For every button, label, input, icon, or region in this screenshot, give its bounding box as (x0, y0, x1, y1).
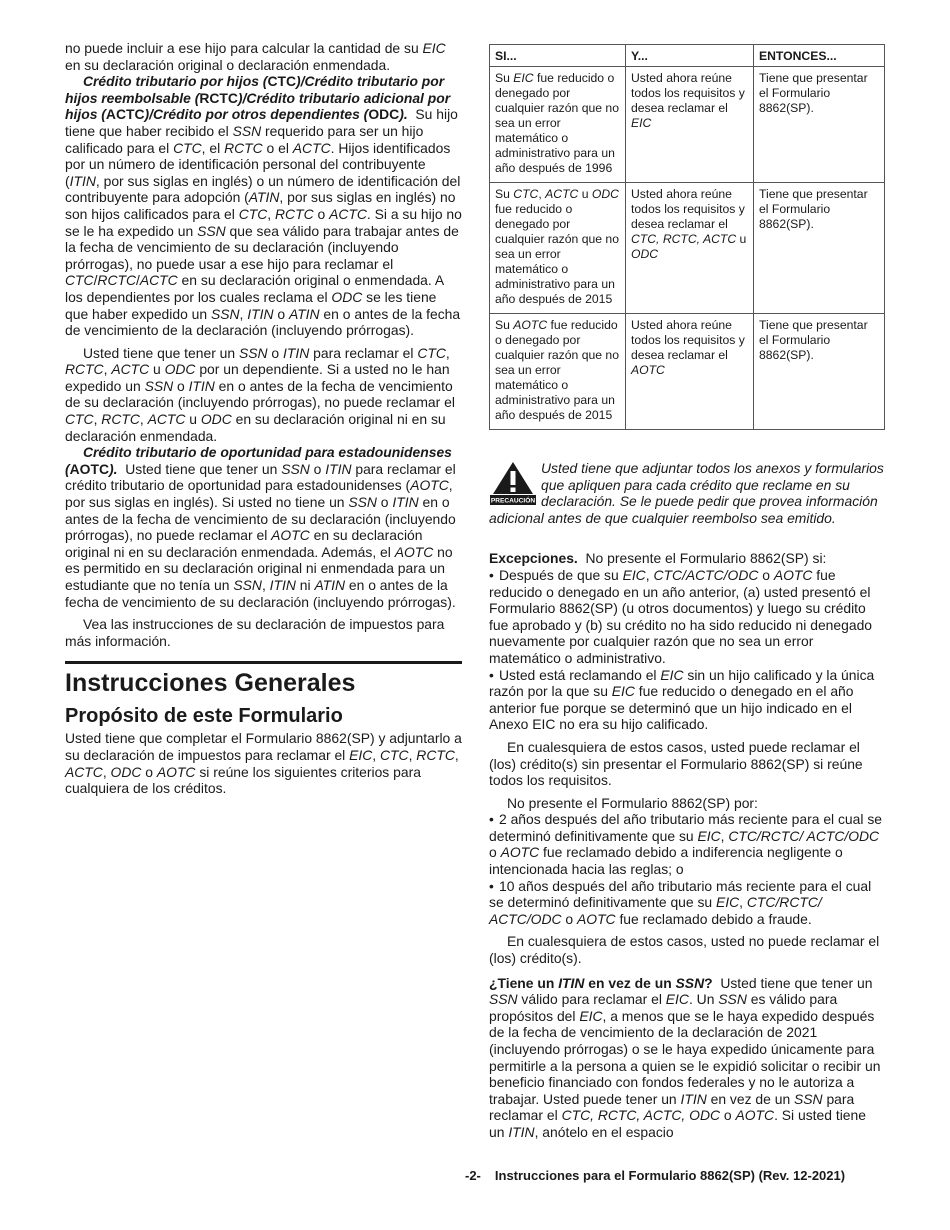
paragraph-itin-question: ¿Tiene un ITIN en vez de un SSN? Usted tiene que tener un SSN válido para reclamar el EIC. Un SSN es válido para propósitos del EIC, a menos que se le haya expedido después de la fecha de vencimiento de la declaración de 2021 (incluyendo prórrogas) o se le haya expedido únicamente para permitirle a la persona a quien se le expidió solicitar o recibir un beneficio financiado con fondos federales y no le autoriza a trabajar. Usted puede tener un ITIN en vez de un SSN para reclamar el CTC, RCTC, ACTC, ODC o AOTC. Si usted tiene un ITIN, anótelo en el espacio (489, 974, 881, 1140)
list-item-text: Usted está reclamando el EIC sin un hijo calificado y la única razón por la que su EIC fue reducido o denegado en el año anterior fue porque se determinó que un hijo indicado en el Anexo EIC no era su hijo calificado. (489, 666, 875, 733)
paragraph-cases-cannot-claim: En cualesquiera de estos casos, usted no puede reclamar el (los) crédito(s). (489, 933, 880, 967)
list-item-text: Después de que su EIC, CTC/ACTC/ODC o AOTC fue reducido o denegado en un año anterior, (a) usted presentó el Formulario 8862(SP) (u otros documentos) y luego su crédito fue aprobado y (b) su crédito no ha sido reducido ni denegado nuevamente por cualquier razón que no sea un error matemático o administrativo. (489, 566, 873, 666)
paragraph-purpose: Usted tiene que completar el Formulario 8862(SP) y adjuntarlo a su declaración de impuestos para reclamar el EIC, CTC, RCTC, ACTC, ODC o AOTC si reúne los siguientes criterios para cualquiera de los créditos. (65, 730, 462, 797)
paragraph-exceptions: Excepciones. No presente el Formulario 8862(SP) si: (489, 550, 827, 567)
table-cell: Tiene que presentar el Formulario 8862(SP). (754, 67, 885, 183)
caution-icon (489, 460, 537, 506)
list-item: • Después de que su EIC, CTC/ACTC/ODC o AOTC fue reducido o denegado en un año anterior, (a) usted presentó el Formulario 8862(SP) (u otros documentos) y luego su crédito fue aprobado y (b) su crédito no ha sido reducido ni denegado nuevamente por cualquier razón que no sea un error matemático o administrativo. (489, 566, 873, 666)
right-column (489, 40, 885, 1141)
table-cell: Usted ahora reúne todos los requisitos y desea reclamar el AOTC (626, 314, 754, 430)
paragraph-cases-can-claim: En cualesquiera de estos casos, usted puede reclamar el (los) crédito(s) sin presentar el Formulario 8862(SP) si reúne todos los requisitos. (489, 738, 863, 789)
caution-label: PRECAUCIÓN (490, 497, 536, 505)
list-item: • 10 años después del año tributario más reciente para el cual se determinó definitivamente que su EIC, CTC/RCTC/ ACTC/ODC o AOTC fue reclamado debido a fraude. (489, 877, 872, 927)
table-cell: Tiene que presentar el Formulario 8862(SP). (754, 183, 885, 314)
table-cell: Su EIC fue reducido o denegado por cualquier razón que no sea un error matemático o administrativo para un año después de 1996 (490, 67, 626, 183)
table-row (490, 314, 885, 430)
list-item: • 2 años después del año tributario más reciente para el cual se determinó definitivamente que su EIC, CTC/RCTC/ ACTC/ODC o AOTC fue reclamado debido a indiferencia negligente o intencionada hacia las reglas; o (489, 811, 882, 878)
paragraph-aotc: Crédito tributario de oportunidad para estadounidenses (AOTC). Usted tiene que tener un SSN o ITIN para reclamar el crédito tributario de oportunidad para estadounidenses (AOTC, por sus siglas en inglés). Si usted no tiene un SSN o ITIN en o antes de la fecha de vencimiento de su declaración (incluyendo prórrogas), no puede reclamar el AOTC en su declaración original ni en su declaración enmendada. Además, el AOTC no es permitido en su declaración original ni enmendada para un estudiante que no tenía un SSN, ITIN ni ATIN en o antes de la fecha de vencimiento de su declaración (incluyendo prórrogas). (65, 444, 456, 610)
paragraph-ctc-credits: Crédito tributario por hijos (CTC)/Crédito tributario por hijos reembolsable (RCTC)/Crédito tributario adicional por hijos (ACTC)/Crédito por otros dependientes (ODC). Su hijo tiene que haber recibido el SSN requerido para ser un hijo calificado para el CTC, el RCTC o el ACTC. Hijos identificados por un número de identificación personal del contribuyente (ITIN, por sus siglas en inglés) o un número de identificación del contribuyente para adopción (ATIN, por sus siglas en inglés) no son hijos calificados para el CTC, RCTC o ACTC. Si a su hijo no se le ha expedido un SSN que sea válido para trabajar antes de la fecha de vencimiento de su declaración (incluyendo prórrogas), no puede usar a ese hijo para reclamar el CTC/RCTC/ACTC en su declaración original o enmendada. A los dependientes por los cuales reclama el ODC se les tiene que haber expedido un SSN, ITIN o ATIN en o antes de la fecha de vencimiento de la declaración (incluyendo prórrogas). (65, 73, 462, 339)
caution-text: Usted tiene que adjuntar todos los anexos y formularios que apliquen para cada crédito que reclame en su declaración. Se le puede pedir que provea información adicional antes de que cualquier reembolso sea emitido. (489, 460, 884, 526)
table-cell: Su AOTC fue reducido o denegado por cualquier razón que no sea un error matemático o administrativo para un año después de 2015 (490, 314, 626, 430)
paragraph-ssn-itin: Usted tiene que tener un SSN o ITIN para reclamar el CTC, RCTC, ACTC u ODC por un dependiente. Si a usted no le han expedido un SSN o ITIN en o antes de la fecha de vencimiento de su declaración (incluyendo prórrogas), no puede reclamar el CTC, RCTC, ACTC u ODC en su declaración original ni en su declaración enmendada. (65, 344, 455, 444)
table-row (490, 183, 885, 314)
left-column (65, 40, 462, 797)
paragraph-do-not-file-for: No presente el Formulario 8862(SP) por: (507, 794, 758, 811)
paragraph-see-instructions: Vea las instrucciones de su declaración de impuestos para más información. (65, 616, 445, 649)
heading-form-purpose: Propósito de este Formulario (65, 705, 343, 728)
table-header-cell: Y... (626, 45, 754, 67)
footer-title: Instrucciones para el Formulario 8862(SP) (Rev. 12-2021) (494, 1168, 846, 1183)
table-header-cell: ENTONCES... (754, 45, 885, 67)
table-cell: Tiene que presentar el Formulario 8862(SP). (754, 314, 885, 430)
table-row (490, 67, 885, 183)
heading-general-instructions: Instrucciones Generales (65, 669, 356, 698)
list-item-text: 10 años después del año tributario más reciente para el cual se determinó definitivamente que su EIC, CTC/RCTC/ ACTC/ODC o AOTC fue reclamado debido a fraude. (489, 877, 872, 927)
criteria-table (489, 44, 885, 430)
page-number: -2- (465, 1168, 481, 1183)
paragraph-continuation: no puede incluir a ese hijo para calcular la cantidad de su EIC en su declaración original o declaración enmendada. (65, 40, 446, 73)
list-item-text: 2 años después del año tributario más reciente para el cual se determinó definitivamente que su EIC, CTC/RCTC/ ACTC/ODC o AOTC fue reclamado debido a indiferencia negligente o intencionada hacia las reglas; o (489, 811, 882, 878)
table-cell: Usted ahora reúne todos los requisitos y desea reclamar el EIC (626, 67, 754, 183)
table-cell: Usted ahora reúne todos los requisitos y desea reclamar el CTC, RCTC, ACTC u ODC (626, 183, 754, 314)
page-footer (465, 1168, 885, 1183)
table-header-cell: SI... (490, 45, 626, 67)
list-item: • Usted está reclamando el EIC sin un hijo calificado y la única razón por la que su EIC fue reducido o denegado en el año anterior fue porque se determinó que un hijo indicado en el Anexo EIC no era su hijo calificado. (489, 666, 875, 733)
table-header-row (490, 45, 885, 67)
caution-note (489, 460, 885, 526)
table-cell: Su CTC, ACTC u ODC fue reducido o denegado por cualquier razón que no sea un error matemático o administrativo para un año después de 2015 (490, 183, 626, 314)
